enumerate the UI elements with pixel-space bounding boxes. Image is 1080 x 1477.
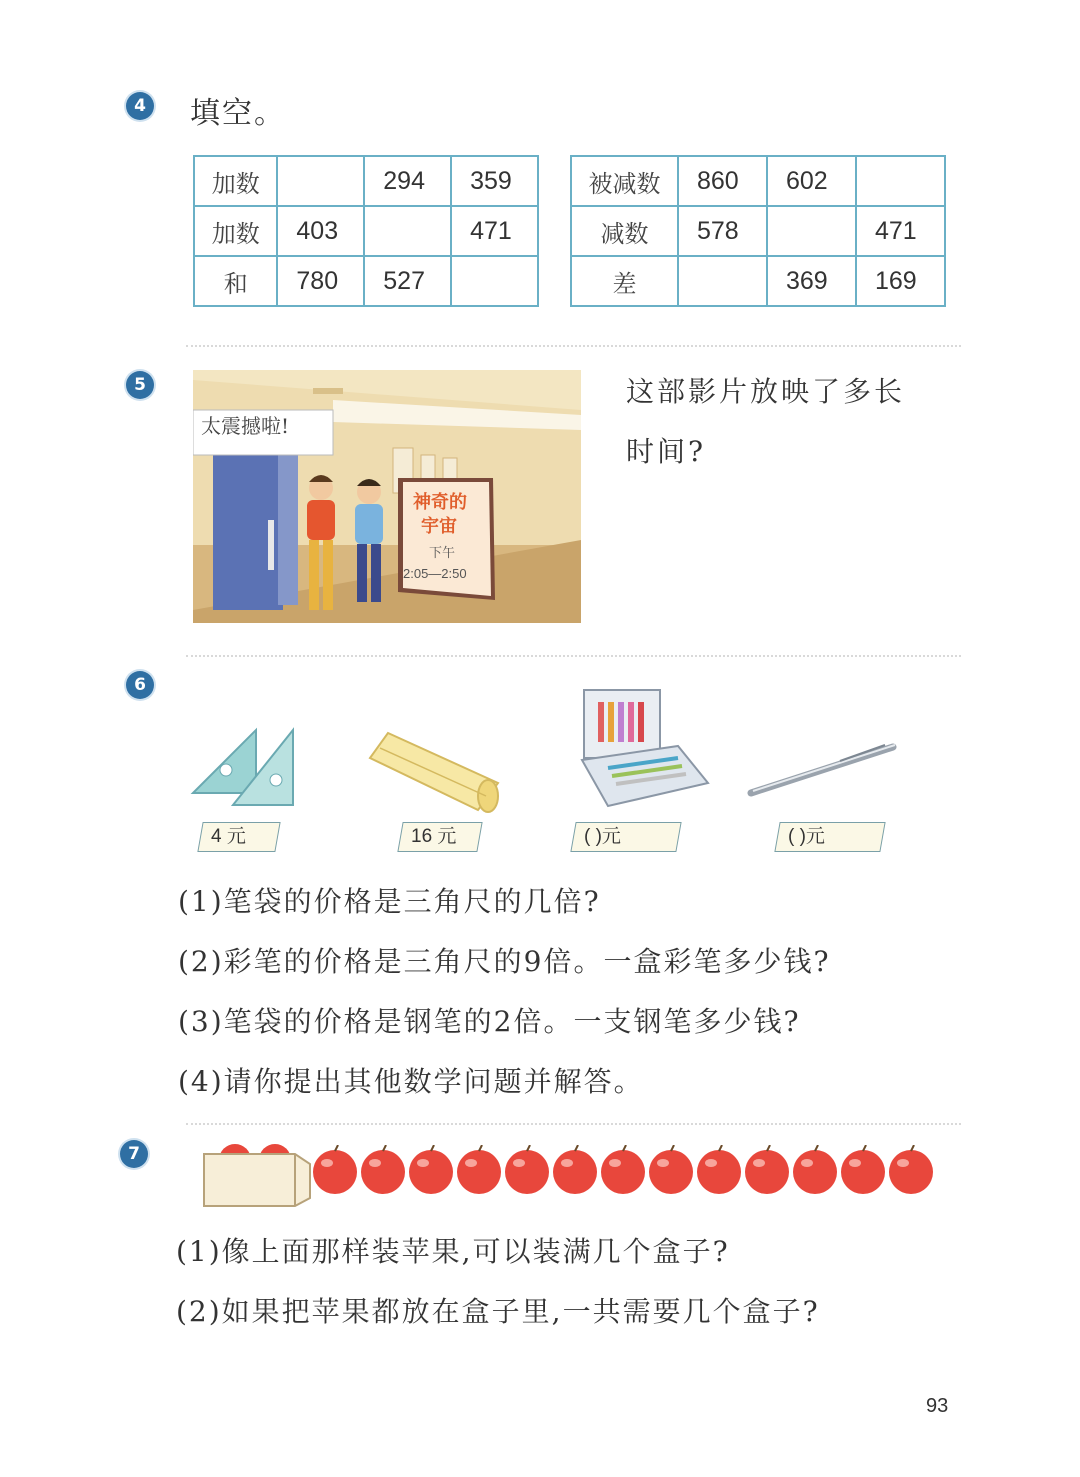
table-cell: 403	[277, 206, 364, 256]
speech-bubble-text: 太震撼啦!	[201, 414, 290, 438]
apple-icon	[841, 1145, 885, 1194]
question-number-badge: 4	[126, 92, 154, 120]
apple-icon	[361, 1145, 405, 1194]
section-divider	[186, 1123, 961, 1125]
price-label: 16 元	[411, 826, 457, 847]
sub-question: (4)请你提出其他数学问题并解答。	[178, 1065, 644, 1098]
table-row	[194, 206, 538, 256]
price-label: 4 元	[211, 826, 246, 847]
apple-icon	[313, 1145, 357, 1194]
apple-icon	[889, 1145, 933, 1194]
table-row	[194, 256, 538, 306]
table-cell: 602	[767, 156, 856, 206]
pencil-case-image	[368, 728, 503, 813]
subtraction-table	[570, 155, 946, 307]
question-number-badge: 7	[120, 1140, 148, 1168]
section-divider	[186, 655, 961, 657]
table-cell: 471	[451, 206, 538, 256]
row-label: 被减数	[571, 156, 678, 206]
row-label: 加数	[194, 156, 277, 206]
table-cell: 294	[364, 156, 451, 206]
apple-row	[310, 1145, 940, 1200]
table-cell	[277, 156, 364, 206]
sub-question: (1)像上面那样装苹果,可以装满几个盒子?	[176, 1235, 730, 1268]
apple-icon	[745, 1145, 789, 1194]
table-cell: 471	[856, 206, 945, 256]
table-cell: 359	[451, 156, 538, 206]
section-divider	[186, 345, 961, 347]
apple-icon	[697, 1145, 741, 1194]
apple-icon	[505, 1145, 549, 1194]
apple-icon	[409, 1145, 453, 1194]
table-cell: 527	[364, 256, 451, 306]
triangle-ruler-image	[188, 725, 300, 810]
poster-title-line2: 宇宙	[421, 516, 457, 537]
table-cell: 780	[277, 256, 364, 306]
page-number: 93	[926, 1395, 949, 1417]
apple-box-image	[200, 1140, 315, 1208]
row-label: 差	[571, 256, 678, 306]
color-pens-box-image	[578, 688, 710, 813]
table-cell	[364, 206, 451, 256]
table-row	[571, 156, 945, 206]
addition-table	[193, 155, 539, 307]
question-number-badge: 6	[126, 671, 154, 699]
table-row	[571, 206, 945, 256]
question-text-line1: 这部影片放映了多长	[626, 375, 906, 408]
question-number-badge: 5	[126, 371, 154, 399]
price-label: ( )元	[584, 826, 621, 847]
poster-period: 下午	[429, 546, 456, 561]
apple-icon	[601, 1145, 645, 1194]
apple-icon	[553, 1145, 597, 1194]
row-label: 减数	[571, 206, 678, 256]
row-label: 和	[194, 256, 277, 306]
price-tag	[774, 822, 885, 852]
apple-icon	[457, 1145, 501, 1194]
price-label: ( )元	[788, 826, 825, 847]
table-row	[571, 256, 945, 306]
price-tag	[570, 822, 681, 852]
price-tag	[197, 822, 280, 852]
poster-title-line1: 神奇的	[413, 492, 467, 513]
poster-time: 2:05—2:50	[403, 566, 467, 581]
question-text-line2: 时间?	[626, 435, 707, 468]
sub-question: (2)彩笔的价格是三角尺的9倍。一盒彩笔多少钱?	[178, 945, 831, 978]
table-cell: 860	[678, 156, 767, 206]
row-label: 加数	[194, 206, 277, 256]
table-cell: 169	[856, 256, 945, 306]
apple-icon	[649, 1145, 693, 1194]
table-cell	[767, 206, 856, 256]
table-cell: 369	[767, 256, 856, 306]
sub-question: (1)笔袋的价格是三角尺的几倍?	[178, 885, 601, 918]
cinema-illustration	[193, 370, 581, 623]
question-title: 填空。	[190, 96, 286, 131]
table-cell: 578	[678, 206, 767, 256]
table-cell	[856, 156, 945, 206]
table-cell	[678, 256, 767, 306]
sub-question: (2)如果把苹果都放在盒子里,一共需要几个盒子?	[176, 1295, 820, 1328]
sub-question: (3)笔袋的价格是钢笔的2倍。一支钢笔多少钱?	[178, 1005, 801, 1038]
table-row	[194, 156, 538, 206]
fountain-pen-image	[745, 735, 900, 800]
apple-icon	[793, 1145, 837, 1194]
table-cell	[451, 256, 538, 306]
price-tag	[397, 822, 482, 852]
